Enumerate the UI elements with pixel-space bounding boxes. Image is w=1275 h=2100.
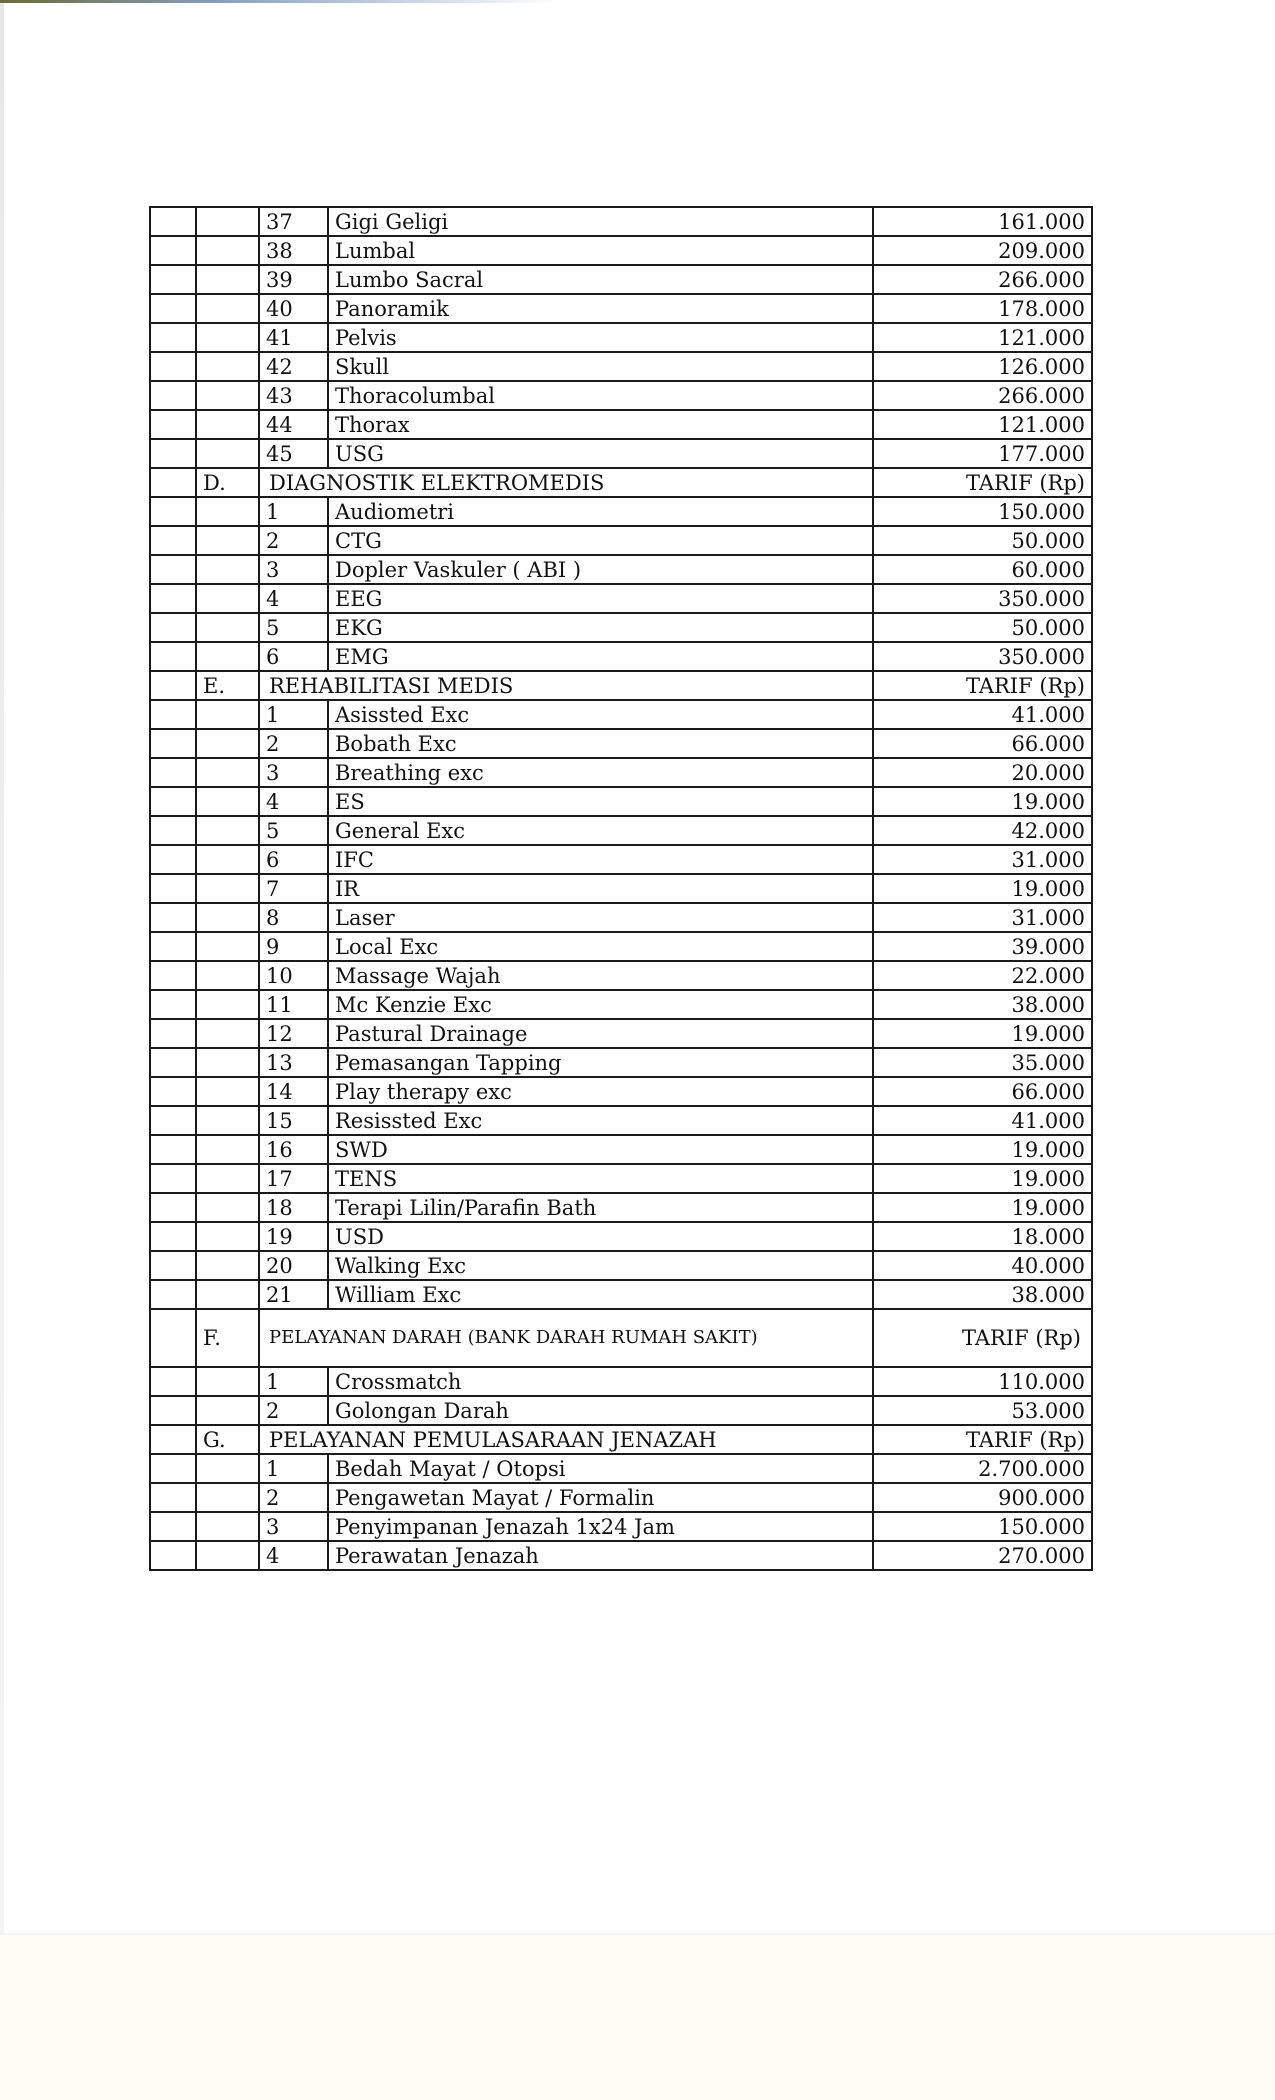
empty-cell-b (196, 1193, 259, 1222)
item-price: 66.000 (873, 729, 1092, 758)
item-number: 3 (259, 555, 328, 584)
empty-cell-b (196, 816, 259, 845)
table-row (150, 1164, 1092, 1193)
empty-cell-a (150, 1048, 196, 1077)
item-name: Gigi Geligi (328, 207, 873, 236)
empty-cell-b (196, 236, 259, 265)
table-row (150, 294, 1092, 323)
empty-cell-a (150, 1483, 196, 1512)
item-number: 13 (259, 1048, 328, 1077)
item-name: Lumbo Sacral (328, 265, 873, 294)
empty-cell-a (150, 1251, 196, 1280)
item-price: 19.000 (873, 1135, 1092, 1164)
section-title: PELAYANAN PEMULASARAAN JENAZAH (259, 1425, 873, 1454)
empty-cell-b (196, 700, 259, 729)
section-header-row (150, 1425, 1092, 1454)
item-price: 22.000 (873, 961, 1092, 990)
table-row (150, 700, 1092, 729)
item-number: 1 (259, 700, 328, 729)
item-price: 2.700.000 (873, 1454, 1092, 1483)
section-price-label: TARIF (Rp) (873, 671, 1092, 700)
item-number: 2 (259, 1483, 328, 1512)
empty-cell-a (150, 1396, 196, 1425)
item-price: 19.000 (873, 874, 1092, 903)
empty-cell-b (196, 410, 259, 439)
item-name: SWD (328, 1135, 873, 1164)
item-price: 266.000 (873, 265, 1092, 294)
empty-cell-a (150, 874, 196, 903)
item-name: Skull (328, 352, 873, 381)
item-number: 4 (259, 787, 328, 816)
item-number: 20 (259, 1251, 328, 1280)
empty-cell-b (196, 1280, 259, 1309)
item-name: Breathing exc (328, 758, 873, 787)
table-row (150, 1367, 1092, 1396)
item-name: Pengawetan Mayat / Formalin (328, 1483, 873, 1512)
item-number: 6 (259, 642, 328, 671)
empty-cell-b (196, 555, 259, 584)
empty-cell-a (150, 845, 196, 874)
empty-cell-b (196, 1048, 259, 1077)
item-number: 3 (259, 758, 328, 787)
empty-cell-a (150, 961, 196, 990)
item-name: Audiometri (328, 497, 873, 526)
empty-cell-b (196, 787, 259, 816)
empty-cell-a (150, 555, 196, 584)
empty-cell-b (196, 497, 259, 526)
empty-cell-a (150, 497, 196, 526)
tariff-table-body (150, 207, 1092, 1570)
item-number: 44 (259, 410, 328, 439)
item-number: 3 (259, 1512, 328, 1541)
table-row (150, 352, 1092, 381)
empty-cell-b (196, 265, 259, 294)
empty-cell-a (150, 1164, 196, 1193)
item-number: 9 (259, 932, 328, 961)
item-price: 350.000 (873, 584, 1092, 613)
item-number: 6 (259, 845, 328, 874)
item-number: 45 (259, 439, 328, 468)
table-row (150, 1280, 1092, 1309)
empty-cell-a (150, 1512, 196, 1541)
item-number: 38 (259, 236, 328, 265)
item-number: 7 (259, 874, 328, 903)
table-row (150, 323, 1092, 352)
table-row (150, 1541, 1092, 1570)
section-header-row (150, 468, 1092, 497)
empty-cell-a (150, 1135, 196, 1164)
empty-cell-a (150, 439, 196, 468)
empty-cell-a (150, 584, 196, 613)
item-number: 2 (259, 1396, 328, 1425)
empty-cell-a (150, 1280, 196, 1309)
empty-cell-b (196, 1019, 259, 1048)
empty-cell-a (150, 787, 196, 816)
item-name: USG (328, 439, 873, 468)
empty-cell-a (150, 1425, 196, 1454)
empty-cell-a (150, 381, 196, 410)
item-price: 178.000 (873, 294, 1092, 323)
empty-cell-a (150, 410, 196, 439)
empty-cell-b (196, 1367, 259, 1396)
item-name: IFC (328, 845, 873, 874)
item-number: 2 (259, 729, 328, 758)
item-number: 4 (259, 584, 328, 613)
empty-cell-b (196, 352, 259, 381)
item-price: 19.000 (873, 1019, 1092, 1048)
empty-cell-a (150, 468, 196, 497)
item-price: 66.000 (873, 1077, 1092, 1106)
item-name: Panoramik (328, 294, 873, 323)
item-price: 39.000 (873, 932, 1092, 961)
empty-cell-a (150, 236, 196, 265)
table-row (150, 990, 1092, 1019)
empty-cell-a (150, 671, 196, 700)
item-price: 38.000 (873, 1280, 1092, 1309)
empty-cell-b (196, 1077, 259, 1106)
table-row (150, 236, 1092, 265)
item-name: Pelvis (328, 323, 873, 352)
item-name: Terapi Lilin/Parafin Bath (328, 1193, 873, 1222)
item-number: 10 (259, 961, 328, 990)
item-price: 50.000 (873, 526, 1092, 555)
section-header-row (150, 1309, 1092, 1367)
empty-cell-b (196, 1541, 259, 1570)
item-price: 53.000 (873, 1396, 1092, 1425)
item-name: EMG (328, 642, 873, 671)
item-name: Massage Wajah (328, 961, 873, 990)
empty-cell-a (150, 1541, 196, 1570)
table-row (150, 410, 1092, 439)
empty-cell-a (150, 613, 196, 642)
table-row (150, 874, 1092, 903)
tariff-table (149, 206, 1093, 1571)
empty-cell-a (150, 1222, 196, 1251)
item-number: 12 (259, 1019, 328, 1048)
empty-cell-a (150, 526, 196, 555)
table-row (150, 1193, 1092, 1222)
section-header-row (150, 671, 1092, 700)
empty-cell-b (196, 961, 259, 990)
item-price: 35.000 (873, 1048, 1092, 1077)
table-row (150, 642, 1092, 671)
table-row (150, 1251, 1092, 1280)
item-number: 42 (259, 352, 328, 381)
empty-cell-b (196, 874, 259, 903)
empty-cell-b (196, 1396, 259, 1425)
item-number: 43 (259, 381, 328, 410)
scan-bottom-band (0, 1935, 1275, 2100)
empty-cell-a (150, 352, 196, 381)
item-name: Walking Exc (328, 1251, 873, 1280)
table-row (150, 381, 1092, 410)
item-number: 5 (259, 613, 328, 642)
item-name: Pastural Drainage (328, 1019, 873, 1048)
item-number: 17 (259, 1164, 328, 1193)
item-number: 15 (259, 1106, 328, 1135)
empty-cell-b (196, 1454, 259, 1483)
empty-cell-b (196, 613, 259, 642)
table-row (150, 1396, 1092, 1425)
table-row (150, 613, 1092, 642)
item-price: 126.000 (873, 352, 1092, 381)
table-row (150, 758, 1092, 787)
item-price: 121.000 (873, 323, 1092, 352)
table-row (150, 961, 1092, 990)
table-row (150, 1019, 1092, 1048)
section-price-label: TARIF (Rp) (873, 1309, 1092, 1367)
section-letter: G. (196, 1425, 259, 1454)
table-row (150, 816, 1092, 845)
empty-cell-a (150, 903, 196, 932)
empty-cell-b (196, 729, 259, 758)
empty-cell-a (150, 1367, 196, 1396)
empty-cell-b (196, 439, 259, 468)
empty-cell-a (150, 265, 196, 294)
item-name: ES (328, 787, 873, 816)
section-price-label: TARIF (Rp) (873, 1425, 1092, 1454)
table-row (150, 1222, 1092, 1251)
item-number: 19 (259, 1222, 328, 1251)
empty-cell-a (150, 207, 196, 236)
empty-cell-b (196, 381, 259, 410)
item-price: 209.000 (873, 236, 1092, 265)
item-price: 121.000 (873, 410, 1092, 439)
item-number: 41 (259, 323, 328, 352)
table-row (150, 265, 1092, 294)
section-price-label: TARIF (Rp) (873, 468, 1092, 497)
item-name: EKG (328, 613, 873, 642)
table-row (150, 1512, 1092, 1541)
item-name: Local Exc (328, 932, 873, 961)
table-row (150, 207, 1092, 236)
item-price: 20.000 (873, 758, 1092, 787)
item-price: 41.000 (873, 1106, 1092, 1135)
item-name: Play therapy exc (328, 1077, 873, 1106)
item-price: 19.000 (873, 1193, 1092, 1222)
empty-cell-a (150, 1077, 196, 1106)
item-price: 161.000 (873, 207, 1092, 236)
empty-cell-a (150, 1309, 196, 1367)
empty-cell-b (196, 1164, 259, 1193)
empty-cell-b (196, 758, 259, 787)
empty-cell-a (150, 294, 196, 323)
table-row (150, 1077, 1092, 1106)
empty-cell-b (196, 207, 259, 236)
item-price: 18.000 (873, 1222, 1092, 1251)
item-price: 270.000 (873, 1541, 1092, 1570)
table-row (150, 1483, 1092, 1512)
item-price: 31.000 (873, 903, 1092, 932)
item-name: Perawatan Jenazah (328, 1541, 873, 1570)
item-number: 18 (259, 1193, 328, 1222)
item-name: TENS (328, 1164, 873, 1193)
item-number: 11 (259, 990, 328, 1019)
item-price: 38.000 (873, 990, 1092, 1019)
item-name: William Exc (328, 1280, 873, 1309)
item-number: 1 (259, 1454, 328, 1483)
table-row (150, 932, 1092, 961)
item-name: Golongan Darah (328, 1396, 873, 1425)
section-letter: E. (196, 671, 259, 700)
item-name: EEG (328, 584, 873, 613)
item-name: IR (328, 874, 873, 903)
empty-cell-a (150, 1106, 196, 1135)
empty-cell-b (196, 294, 259, 323)
table-row (150, 584, 1092, 613)
table-row (150, 729, 1092, 758)
empty-cell-b (196, 1483, 259, 1512)
item-name: Pemasangan Tapping (328, 1048, 873, 1077)
item-price: 150.000 (873, 1512, 1092, 1541)
item-number: 40 (259, 294, 328, 323)
empty-cell-a (150, 700, 196, 729)
item-name: Crossmatch (328, 1367, 873, 1396)
item-price: 110.000 (873, 1367, 1092, 1396)
scan-edge-left (0, 0, 4, 2100)
empty-cell-a (150, 729, 196, 758)
empty-cell-b (196, 990, 259, 1019)
empty-cell-b (196, 1222, 259, 1251)
empty-cell-b (196, 642, 259, 671)
item-name: Dopler Vaskuler ( ABI ) (328, 555, 873, 584)
section-title: DIAGNOSTIK ELEKTROMEDIS (259, 468, 873, 497)
item-price: 177.000 (873, 439, 1092, 468)
item-name: Penyimpanan Jenazah 1x24 Jam (328, 1512, 873, 1541)
empty-cell-a (150, 642, 196, 671)
item-price: 42.000 (873, 816, 1092, 845)
item-number: 37 (259, 207, 328, 236)
item-name: Bedah Mayat / Otopsi (328, 1454, 873, 1483)
section-letter: F. (196, 1309, 259, 1367)
item-name: Laser (328, 903, 873, 932)
table-row (150, 787, 1092, 816)
empty-cell-b (196, 1106, 259, 1135)
item-price: 41.000 (873, 700, 1092, 729)
empty-cell-b (196, 1251, 259, 1280)
item-name: CTG (328, 526, 873, 555)
item-price: 150.000 (873, 497, 1092, 526)
empty-cell-b (196, 1512, 259, 1541)
item-number: 5 (259, 816, 328, 845)
empty-cell-b (196, 526, 259, 555)
item-name: Asissted Exc (328, 700, 873, 729)
empty-cell-b (196, 584, 259, 613)
item-name: USD (328, 1222, 873, 1251)
item-name: Lumbal (328, 236, 873, 265)
table-row (150, 1135, 1092, 1164)
item-number: 2 (259, 526, 328, 555)
item-price: 60.000 (873, 555, 1092, 584)
empty-cell-a (150, 323, 196, 352)
item-name: Mc Kenzie Exc (328, 990, 873, 1019)
empty-cell-b (196, 323, 259, 352)
table-row (150, 1048, 1092, 1077)
scan-edge-top (0, 0, 560, 3)
item-number: 21 (259, 1280, 328, 1309)
section-title: REHABILITASI MEDIS (259, 671, 873, 700)
empty-cell-b (196, 1135, 259, 1164)
item-number: 16 (259, 1135, 328, 1164)
table-row (150, 1454, 1092, 1483)
item-price: 19.000 (873, 1164, 1092, 1193)
empty-cell-a (150, 816, 196, 845)
empty-cell-a (150, 1193, 196, 1222)
item-price: 900.000 (873, 1483, 1092, 1512)
empty-cell-b (196, 932, 259, 961)
table-row (150, 526, 1092, 555)
item-price: 350.000 (873, 642, 1092, 671)
item-number: 14 (259, 1077, 328, 1106)
item-price: 19.000 (873, 787, 1092, 816)
empty-cell-a (150, 758, 196, 787)
item-number: 1 (259, 1367, 328, 1396)
table-row (150, 845, 1092, 874)
item-number: 8 (259, 903, 328, 932)
table-row (150, 439, 1092, 468)
empty-cell-a (150, 932, 196, 961)
item-name: General Exc (328, 816, 873, 845)
item-number: 4 (259, 1541, 328, 1570)
item-number: 1 (259, 497, 328, 526)
table-row (150, 1106, 1092, 1135)
empty-cell-b (196, 845, 259, 874)
table-row (150, 555, 1092, 584)
item-name: Bobath Exc (328, 729, 873, 758)
item-name: Thoracolumbal (328, 381, 873, 410)
empty-cell-b (196, 903, 259, 932)
item-price: 40.000 (873, 1251, 1092, 1280)
empty-cell-a (150, 990, 196, 1019)
item-number: 39 (259, 265, 328, 294)
section-letter: D. (196, 468, 259, 497)
table-row (150, 903, 1092, 932)
section-title: PELAYANAN DARAH (BANK DARAH RUMAH SAKIT) (259, 1309, 873, 1367)
empty-cell-a (150, 1019, 196, 1048)
item-price: 50.000 (873, 613, 1092, 642)
item-price: 266.000 (873, 381, 1092, 410)
item-name: Thorax (328, 410, 873, 439)
item-name: Resissted Exc (328, 1106, 873, 1135)
item-price: 31.000 (873, 845, 1092, 874)
empty-cell-a (150, 1454, 196, 1483)
table-row (150, 497, 1092, 526)
